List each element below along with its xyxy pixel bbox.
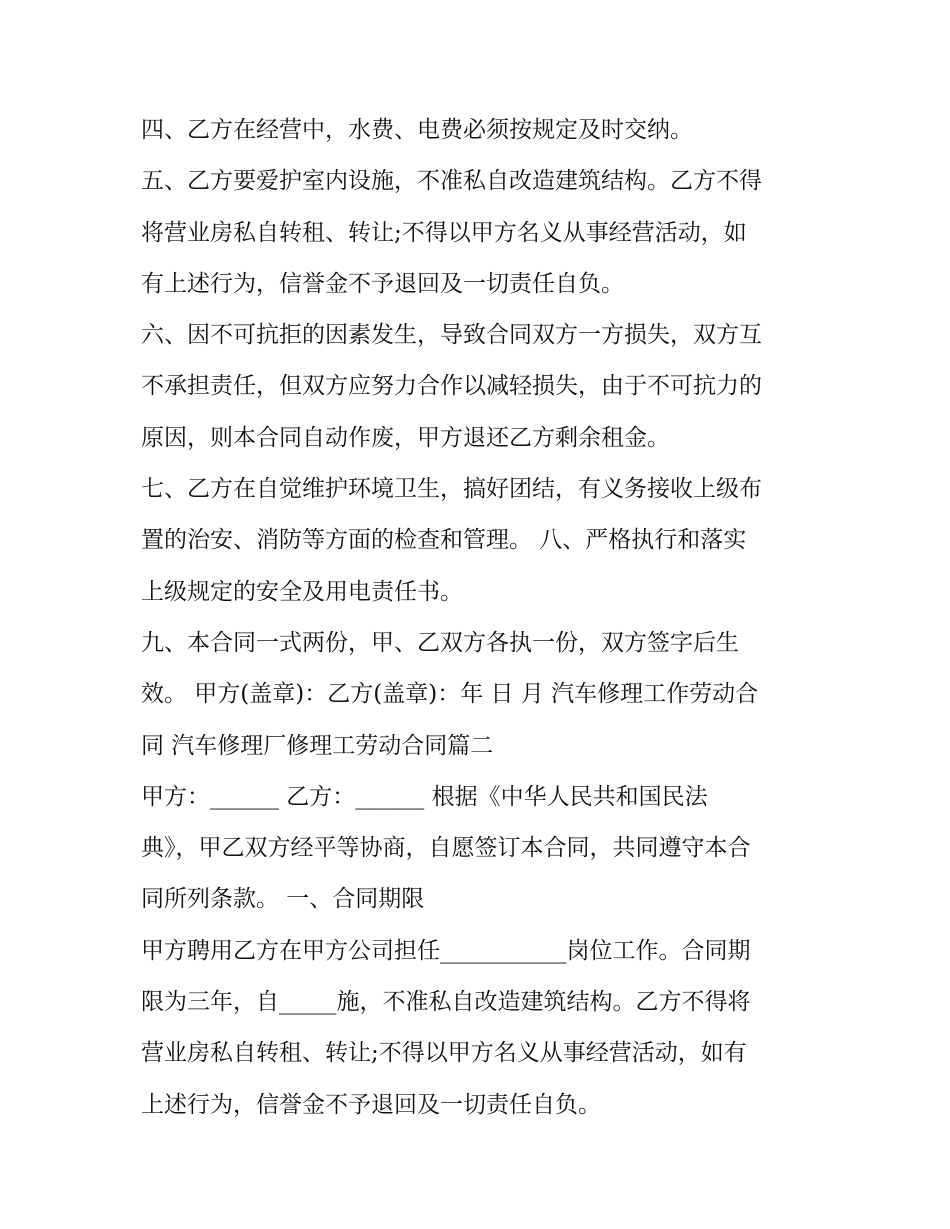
text-line: 效。 甲方(盖章)：乙方(盖章)：年 日 月 汽车修理工作劳动合 xyxy=(141,681,759,708)
text-line: 置的治安、消防等方面的检查和管理。 八、严格执行和落实 xyxy=(141,527,747,554)
text-line: 上级规定的安全及用电责任书。 xyxy=(141,578,463,605)
text-line: 六、因不可抗拒的因素发生，导致合同双方一方损失，双方互 xyxy=(141,322,762,349)
text-line: 不承担责任，但双方应努力合作以减轻损失，由于不可抗力的 xyxy=(141,373,762,400)
text-line: 五、乙方要爱护室内设施，不准私自改造建筑结构。乙方不得 xyxy=(141,168,762,195)
text-line: 典》，甲乙双方经平等协商，自愿签订本合同，共同遵守本合 xyxy=(141,835,751,862)
document-body xyxy=(141,105,816,1131)
text-line: 甲方：______ 乙方：______ 根据《中华人民共和国民法 xyxy=(141,783,708,810)
text-line: 原因，则本合同自动作废，甲方退还乙方剩余租金。 xyxy=(141,424,670,451)
text-line: 上述行为，信誉金不予退回及一切责任自负。 xyxy=(141,1091,601,1118)
text-line: 九、本合同一式两份，甲、乙双方各执一份，双方签字后生 xyxy=(141,629,739,656)
text-line: 四、乙方在经营中，水费、电费必须按规定及时交纳。 xyxy=(141,117,693,143)
text-line: 甲方聘用乙方在甲方公司担任___________岗位工作。合同期 xyxy=(141,937,751,964)
text-line: 限为三年，自_____施，不准私自改造建筑结构。乙方不得将 xyxy=(141,989,751,1016)
text-line: 将营业房私自转租、转让;不得以甲方名义从事经营活动，如 xyxy=(141,219,747,246)
text-line: 同所列条款。 一、合同期限 xyxy=(141,886,425,913)
text-line: 七、乙方在自觉维护环境卫生，搞好团结，有义务接收上级布 xyxy=(141,476,762,503)
text-line: 同 汽车修理厂修理工劳动合同篇二 xyxy=(141,732,494,759)
text-line: 营业房私自转租、转让;不得以甲方名义从事经营活动，如有 xyxy=(141,1040,747,1067)
text-line: 有上述行为，信誉金不予退回及一切责任自负。 xyxy=(141,270,624,297)
